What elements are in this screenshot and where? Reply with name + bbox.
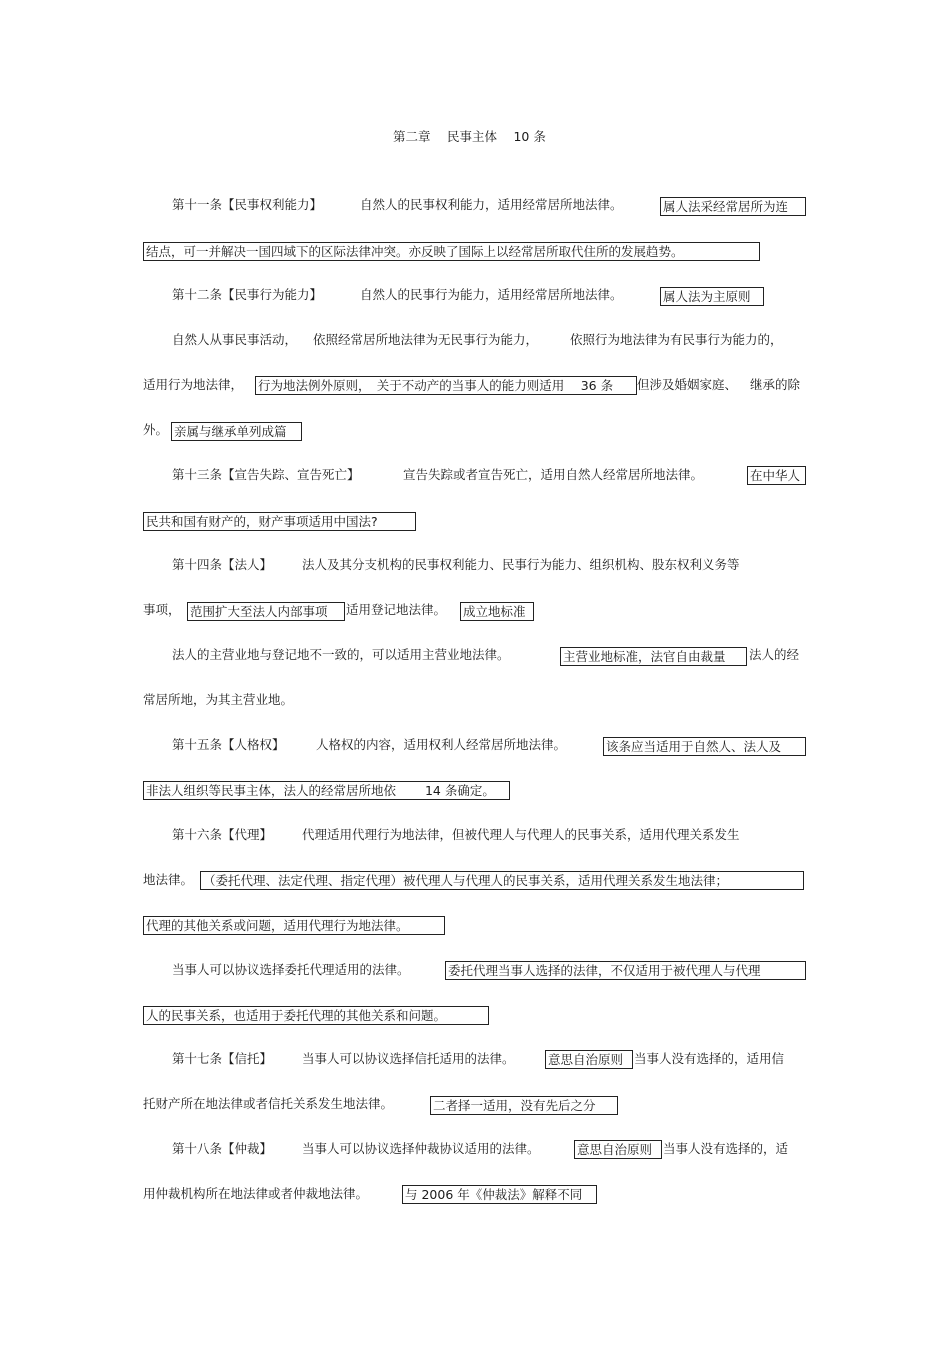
article-16-text: 代理适用代理行为地法律，但被代理人与代理人的民事关系，适用代理关系发生 (302, 827, 740, 842)
article-15-heading: 第十五条【人格权】 (172, 737, 285, 752)
article-17-heading: 第十七条【信托】 (172, 1051, 273, 1066)
article-18-annotation-1: 意思自治原则 (574, 1140, 662, 1159)
article-13-annotation-2: 民共和国有财产的，财产事项适用中国法? (143, 512, 416, 531)
article-18-annotation-2: 与 2006 年《仲裁法》解释不同 (402, 1185, 597, 1204)
article-13-annotation-1: 在中华人 (747, 466, 806, 485)
article-16-para3-part1: 当事人可以协议选择委托代理适用的法律。 (172, 962, 410, 977)
article-12-heading: 第十二条【民事行为能力】 (172, 287, 323, 302)
article-16-annotation-3: 委托代理当事人选择的法律，不仅适用于被代理人与代理 (445, 961, 806, 980)
article-12-para4-part1: 外。 (143, 422, 169, 437)
article-16-annotation-4: 人的民事关系，也适用于委托代理的其他关系和问题。 (143, 1006, 489, 1025)
article-14-para2-part1: 事项， (143, 602, 181, 617)
article-11-annotation-1: 属人法采经常居所为连 (660, 197, 806, 216)
article-14-annotation-3: 主营业地标准，法官自由裁量 (560, 647, 747, 666)
article-12-para2-part2: 依照经常居所地法律为无民事行为能力， (313, 332, 539, 347)
article-14-text: 法人及其分支机构的民事权利能力、民事行为能力、组织机构、股东权利义务等 (302, 557, 740, 572)
article-18-para2-part1: 用仲裁机构所在地法律或者仲裁地法律。 (143, 1186, 369, 1201)
article-13-text: 宣告失踪或者宣告死亡，适用自然人经常居所地法律。 (403, 467, 704, 482)
article-16-annotation-2: 代理的其他关系或问题，适用代理行为地法律。 (143, 916, 445, 935)
article-15-annotation-2: 非法人组织等民事主体，法人的经常居所地依 14 条确定。 (143, 781, 510, 800)
article-12-para3-part3: 继承的除 (750, 377, 801, 392)
article-14-annotation-2: 成立地标准 (460, 602, 534, 621)
article-13-heading: 第十三条【宣告失踪、宣告死亡】 (172, 467, 360, 482)
article-14-annotation-1: 范围扩大至法人内部事项 (187, 602, 345, 621)
article-17-para1-part2: 当事人没有选择的，适用信 (634, 1051, 785, 1066)
article-12-para2-part3: 依照行为地法律为有民事行为能力的， (570, 332, 783, 347)
article-12-annotation-1: 属人法为主原则 (660, 287, 764, 306)
article-15-text: 人格权的内容，适用权利人经常居所地法律。 (316, 737, 567, 752)
article-17-annotation-1: 意思自治原则 (545, 1050, 633, 1069)
article-17-annotation-2: 二者择一适用，没有先后之分 (430, 1096, 618, 1115)
article-14-para2-part2: 适用登记地法律。 (346, 602, 447, 617)
article-17-text: 当事人可以协议选择信托适用的法律。 (302, 1051, 515, 1066)
article-12-annotation-3: 亲属与继承单列成篇 (171, 422, 302, 441)
article-12-para2-part1: 自然人从事民事活动， (172, 332, 298, 347)
article-15-annotation-1: 该条应当适用于自然人、法人及 (603, 737, 806, 756)
article-11-text: 自然人的民事权利能力，适用经常居所地法律。 (360, 197, 623, 212)
article-18-para1-part2: 当事人没有选择的，适 (663, 1141, 789, 1156)
article-16-heading: 第十六条【代理】 (172, 827, 273, 842)
article-18-heading: 第十八条【仲裁】 (172, 1141, 273, 1156)
article-17-para2-part1: 托财产所在地法律或者信托关系发生地法律。 (143, 1096, 394, 1111)
article-14-para3-part1: 法人的主营业地与登记地不一致的，可以适用主营业地法律。 (172, 647, 510, 662)
article-11-heading: 第十一条【民事权利能力】 (172, 197, 323, 212)
article-14-heading: 第十四条【法人】 (172, 557, 273, 572)
article-12-para3-part2: 但涉及婚姻家庭、 (637, 377, 738, 392)
chapter-title: 第二章 民事主体 10 条 (393, 129, 546, 144)
article-16-annotation-1: （委托代理、法定代理、指定代理）被代理人与代理人的民事关系，适用代理关系发生地法律； (200, 871, 804, 890)
article-12-annotation-2: 行为地法例外原则， 关于不动产的当事人的能力则适用 36 条 (255, 376, 637, 395)
article-16-para2-part1: 地法律。 (143, 872, 194, 887)
article-12-para3-part1: 适用行为地法律， (143, 377, 244, 392)
article-11-annotation-2: 结点，可一并解决一国四域下的区际法律冲突。亦反映了国际上以经常居所取代住所的发展趋势。 (143, 242, 760, 261)
article-14-para4-part1: 常居所地，为其主营业地。 (143, 692, 294, 707)
article-18-text: 当事人可以协议选择仲裁协议适用的法律。 (302, 1141, 540, 1156)
article-14-para3-part2: 法人的经 (749, 647, 800, 662)
article-12-text: 自然人的民事行为能力，适用经常居所地法律。 (360, 287, 623, 302)
